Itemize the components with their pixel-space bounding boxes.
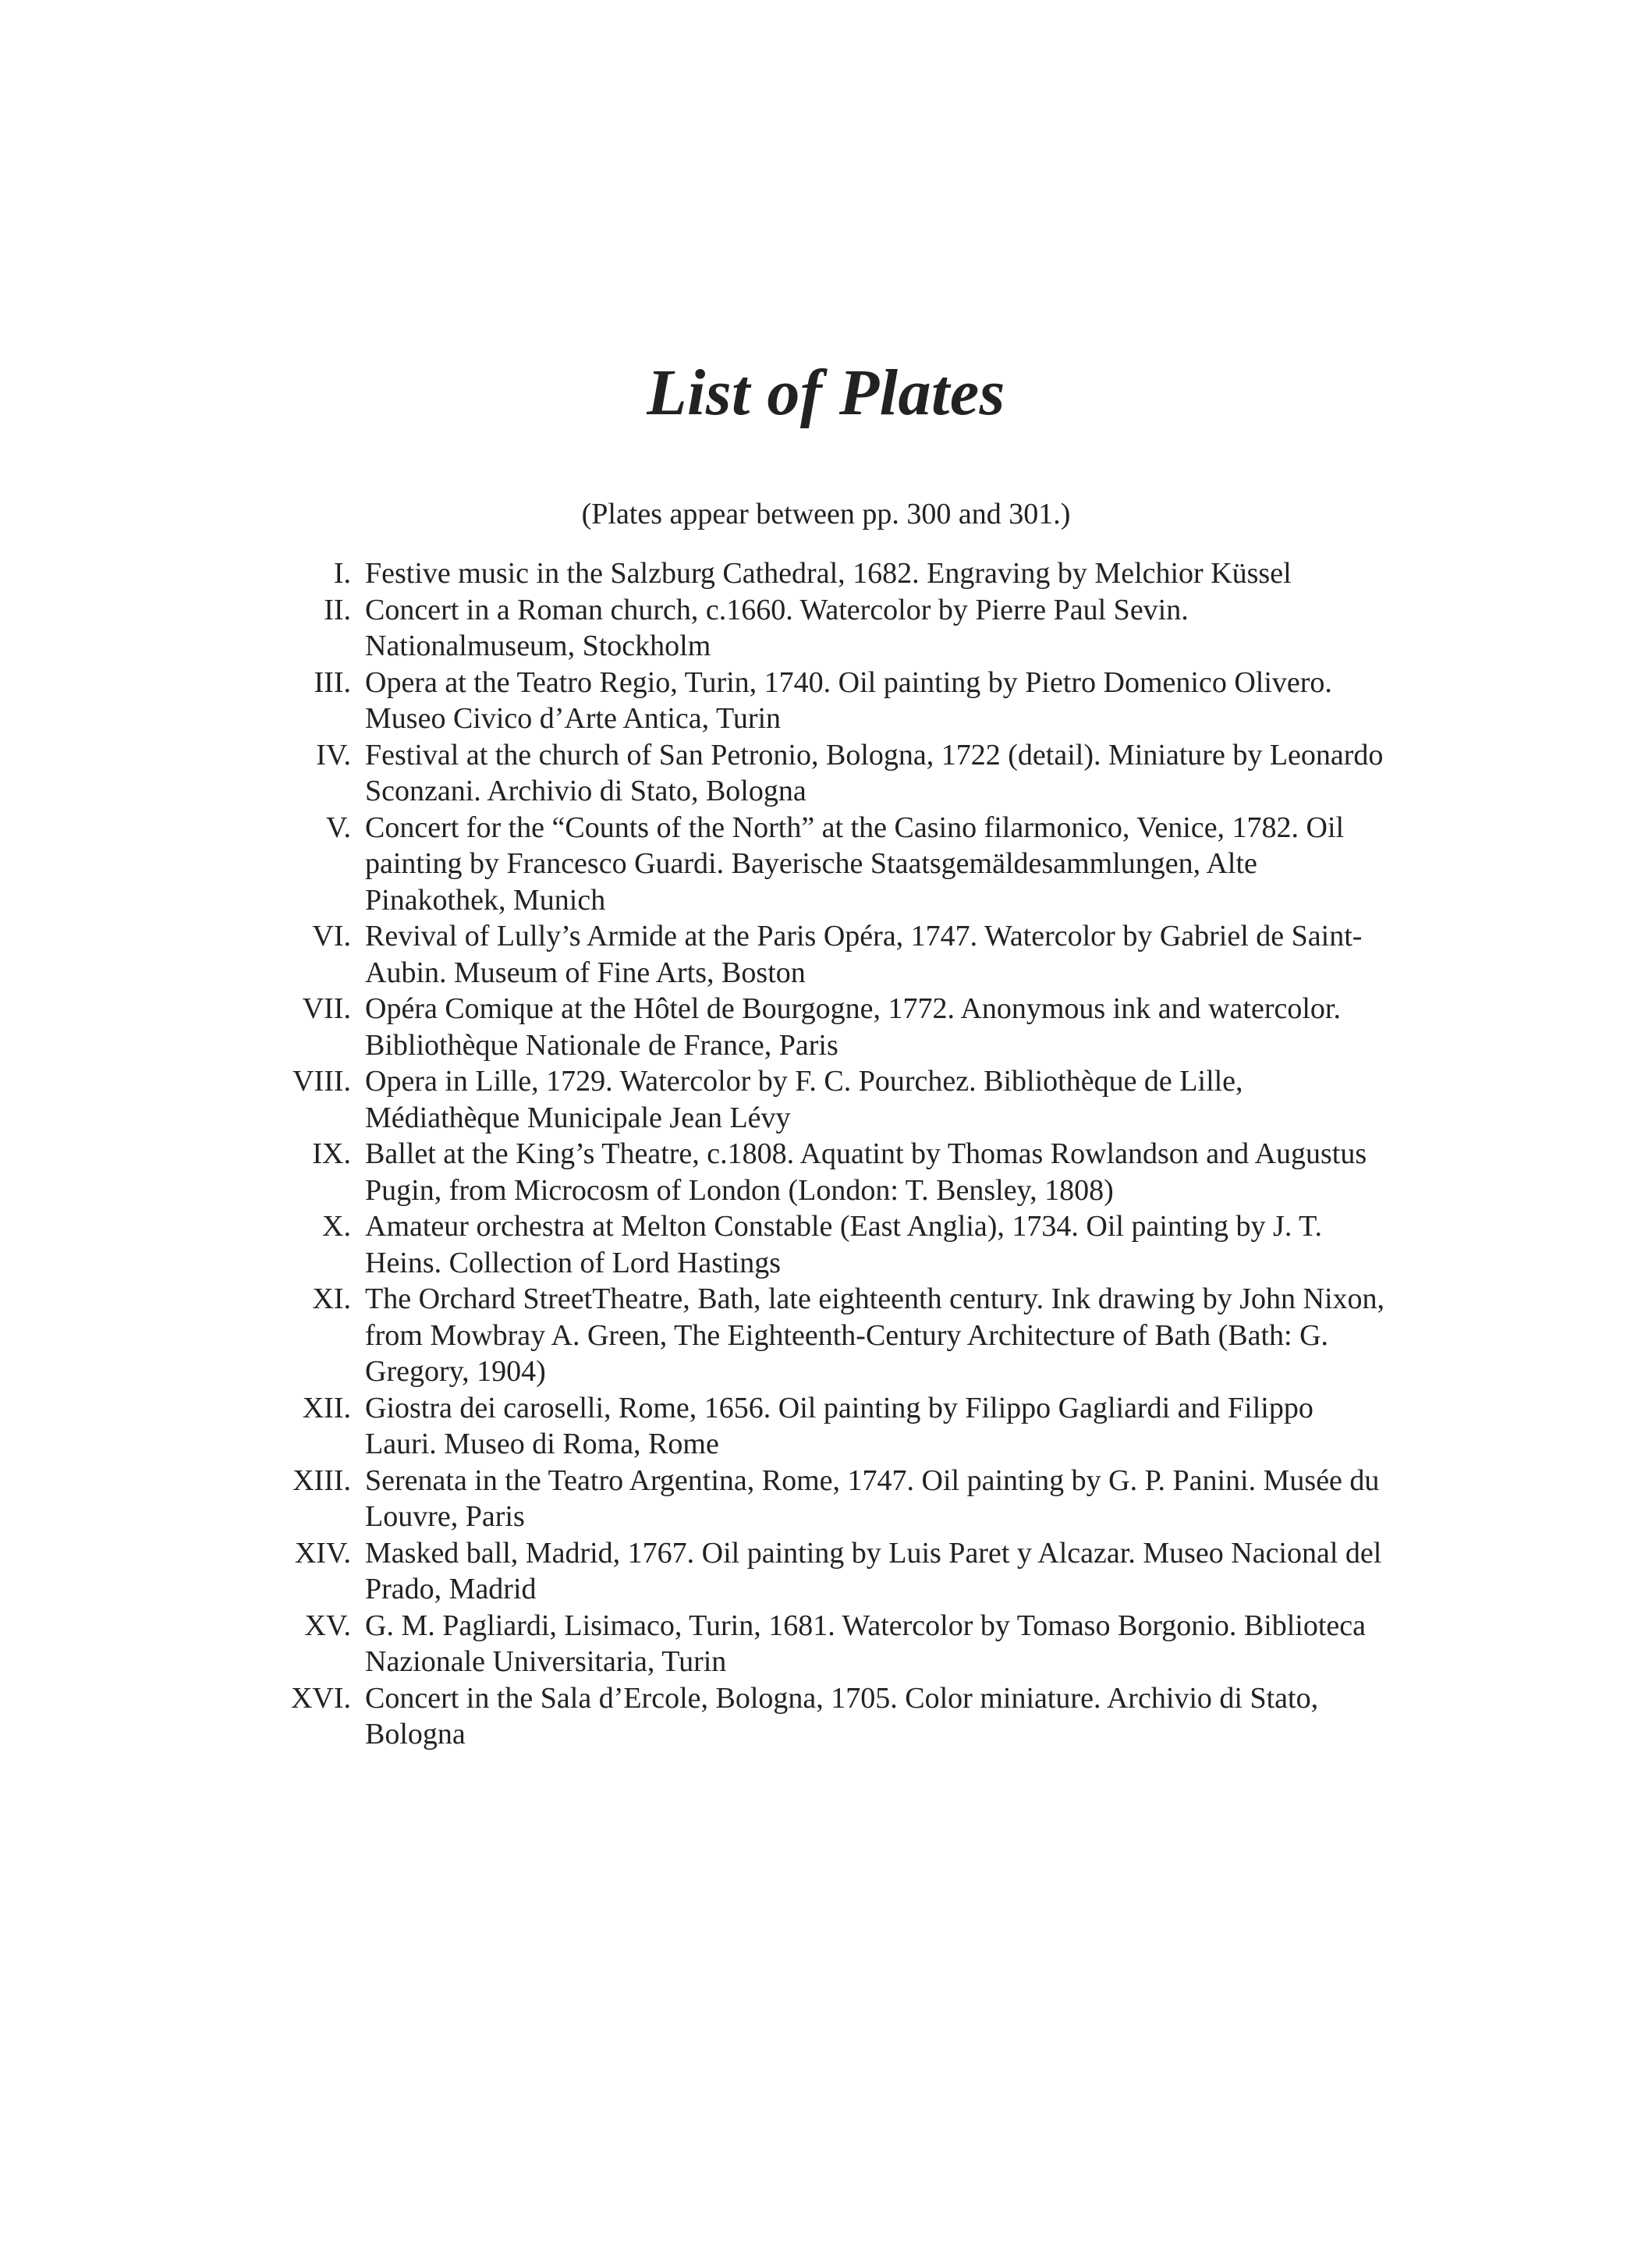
plate-item (265, 1281, 1388, 1390)
plates-list (265, 555, 1388, 1753)
plate-item (265, 918, 1388, 991)
plate-item (265, 1136, 1388, 1208)
plate-numeral: XVI. (290, 1681, 351, 1715)
plate-item (265, 1608, 1388, 1680)
plate-item (265, 555, 1388, 592)
plate-numeral: X. (322, 1210, 351, 1243)
plate-item (265, 1390, 1388, 1463)
plate-item (265, 1535, 1388, 1608)
plate-numeral: I. (333, 557, 351, 590)
plate-numeral: II. (324, 593, 351, 626)
plate-numeral: XII. (302, 1391, 351, 1424)
plate-caption: Concert in a Roman church, c.1660. Watercolor by Pierre Paul Sevin. Nationalmuseum, Stockholm (365, 593, 1189, 662)
plates-location-note: (Plates appear between pp. 300 and 301.) (581, 498, 1071, 530)
plate-item (265, 592, 1388, 665)
plate-caption: Revival of Lully’s Armide at the Paris Opéra, 1747. Watercolor by Gabriel de Saint-Aubin. Museum of Fine Arts, Boston (365, 920, 1363, 989)
plate-numeral: VI. (312, 920, 351, 952)
plate-caption: G. M. Pagliardi, Lisimaco, Turin, 1681. Watercolor by Tomaso Borgonio. Biblioteca Nazionale Universitaria, Turin (365, 1609, 1367, 1678)
plate-caption: The Orchard StreetTheatre, Bath, late eighteenth century. Ink drawing by John Nixon, from Mowbray A. Green, The Eighteenth-Century Architecture of Bath (Bath: G. Gregory, 1904) (365, 1282, 1385, 1388)
plate-item (265, 1463, 1388, 1535)
plate-caption: Concert for the “Counts of the North” at the Casino filarmonico, Venice, 1782. Oil painting by Francesco Guardi. Bayerische Staatsgemäldesammlungen, Alte Pinakothek, Munich (365, 811, 1345, 917)
plate-item (265, 1208, 1388, 1281)
plate-caption: Opera at the Teatro Regio, Turin, 1740. Oil painting by Pietro Domenico Olivero. Museo Civico d’Arte Antica, Turin (365, 665, 1332, 735)
plate-numeral: III. (314, 665, 351, 699)
plate-numeral: XIV. (294, 1536, 351, 1570)
plate-item (265, 665, 1388, 737)
plate-numeral: V. (325, 811, 351, 844)
plate-numeral: VII. (302, 992, 351, 1025)
plate-item (265, 810, 1388, 919)
plate-caption: Opera in Lille, 1729. Watercolor by F. C. Pourchez. Bibliothèque de Lille, Médiathèque Municipale Jean Lévy (365, 1065, 1243, 1134)
plate-numeral: XIII. (292, 1463, 351, 1497)
plate-caption: Ballet at the King’s Theatre, c.1808. Aquatint by Thomas Rowlandson and Augustus Pugin, from Microcosm of London (London: T. Bensley, 1808) (365, 1137, 1367, 1207)
plate-caption: Serenata in the Teatro Argentina, Rome, 1747. Oil painting by G. P. Panini. Musée du Louvre, Paris (365, 1463, 1380, 1533)
plate-caption: Opéra Comique at the Hôtel de Bourgogne, 1772. Anonymous ink and watercolor. Bibliothèque Nationale de France, Paris (365, 992, 1341, 1062)
plate-numeral: XV. (304, 1609, 351, 1642)
plate-caption: Concert in the Sala d’Ercole, Bologna, 1705. Color miniature. Archivio di Stato, Bologna (365, 1681, 1319, 1751)
page-title: List of Plates (647, 357, 1005, 430)
plate-numeral: IX. (312, 1137, 351, 1170)
plate-caption: Masked ball, Madrid, 1767. Oil painting by Luis Paret y Alcazar. Museo Nacional del Prado, Madrid (365, 1536, 1382, 1605)
plate-caption: Festive music in the Salzburg Cathedral, 1682. Engraving by Melchior Küssel (365, 557, 1292, 590)
plate-caption: Festival at the church of San Petronio, Bologna, 1722 (detail). Miniature by Leonardo Sconzani. Archivio di Stato, Bologna (365, 738, 1384, 807)
plate-item (265, 737, 1388, 810)
plate-item (265, 1680, 1388, 1753)
plate-numeral: XI. (312, 1282, 351, 1315)
plate-item (265, 1063, 1388, 1136)
plate-numeral: VIII. (292, 1065, 351, 1098)
plate-caption: Amateur orchestra at Melton Constable (East Anglia), 1734. Oil painting by J. T. Heins. Collection of Lord Hastings (365, 1210, 1323, 1279)
plate-caption: Giostra dei caroselli, Rome, 1656. Oil painting by Filippo Gagliardi and Filippo Lauri. Museo di Roma, Rome (365, 1391, 1313, 1460)
plate-item (265, 991, 1388, 1063)
plate-numeral: IV. (316, 738, 351, 772)
